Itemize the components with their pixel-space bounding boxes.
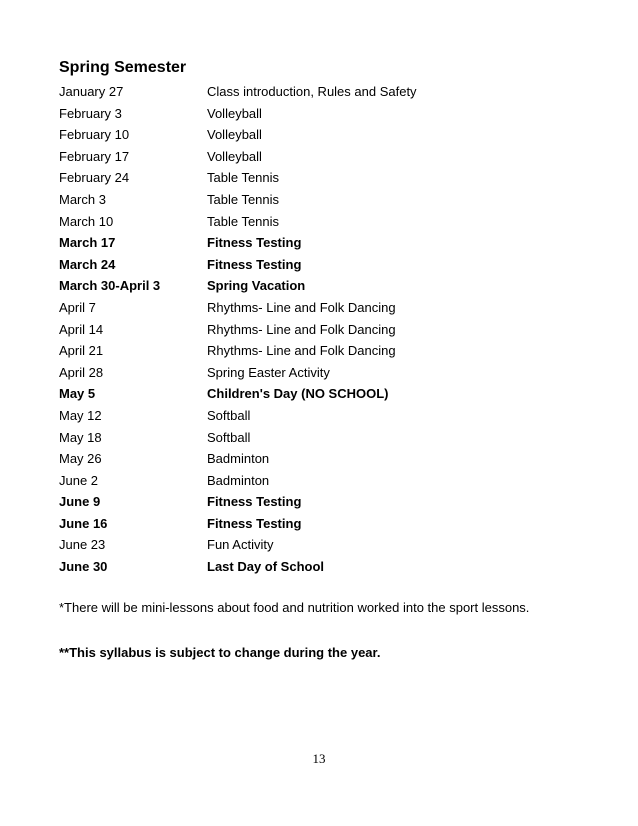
schedule-date: May 5 (59, 386, 96, 402)
schedule-row (59, 297, 599, 319)
schedule-date: February 24 (59, 170, 130, 186)
schedule-date: June 23 (59, 537, 106, 553)
schedule-activity: Table Tennis (207, 170, 280, 186)
schedule-date: February 10 (59, 127, 130, 143)
schedule-date: March 17 (59, 235, 116, 251)
schedule-row (59, 232, 599, 254)
schedule-row (59, 189, 599, 211)
schedule-activity: Spring Easter Activity (207, 364, 330, 380)
schedule-date: April 14 (59, 321, 104, 337)
schedule-activity: Children's Day (NO SCHOOL) (207, 386, 389, 402)
schedule-activity: Rhythms- Line and Folk Dancing (207, 299, 396, 315)
schedule-activity: Fitness Testing (207, 494, 302, 510)
schedule-date: March 24 (59, 256, 116, 272)
schedule-row (59, 405, 599, 427)
schedule-date: January 27 (59, 84, 124, 99)
schedule-activity: Volleyball (207, 127, 262, 143)
schedule-row (59, 146, 599, 168)
schedule-activity: Spring Vacation (207, 278, 306, 294)
schedule-date: March 30-April 3 (59, 278, 161, 294)
schedule-date: May 18 (59, 429, 102, 445)
schedule-date: June 9 (59, 494, 101, 510)
schedule-activity: Table Tennis (207, 213, 280, 229)
schedule-row (59, 362, 599, 384)
schedule-date: April 7 (59, 299, 96, 315)
schedule-activity: Volleyball (207, 105, 262, 121)
schedule-row (59, 513, 599, 535)
schedule-activity: Fitness Testing (207, 256, 302, 272)
schedule-activity: Softball (207, 407, 251, 423)
schedule-activity: Fitness Testing (207, 235, 302, 251)
schedule-table (59, 81, 599, 578)
schedule-activity: Rhythms- Line and Folk Dancing (207, 343, 396, 359)
schedule-row (59, 81, 599, 103)
schedule-activity: Fitness Testing (207, 515, 302, 531)
nutrition-note: *There will be mini-lessons about food and nutrition worked into the sport lessons. (59, 600, 530, 615)
schedule-row (59, 211, 599, 233)
disclaimer-note: **This syllabus is subject to change during the year. (59, 645, 381, 660)
schedule-date: February 3 (59, 105, 122, 121)
schedule-activity: Class introduction, Rules and Safety (207, 84, 417, 99)
schedule-activity: Badminton (207, 451, 270, 467)
schedule-row (59, 470, 599, 492)
schedule-activity: Rhythms- Line and Folk Dancing (207, 321, 396, 337)
schedule-row (59, 383, 599, 405)
schedule-activity: Last Day of School (207, 559, 325, 575)
schedule-row (59, 534, 599, 556)
schedule-row (59, 124, 599, 146)
schedule-row (59, 275, 599, 297)
schedule-row (59, 491, 599, 513)
schedule-row (59, 427, 599, 449)
schedule-row (59, 340, 599, 362)
schedule-date: March 10 (59, 213, 114, 229)
schedule-row (59, 556, 599, 578)
schedule-date: June 30 (59, 559, 108, 575)
schedule-activity: Badminton (207, 472, 270, 488)
schedule-date: April 21 (59, 343, 104, 359)
schedule-activity: Softball (207, 429, 251, 445)
schedule-date: February 17 (59, 148, 130, 164)
schedule-date: June 16 (59, 515, 108, 531)
schedule-date: April 28 (59, 364, 104, 380)
schedule-row (59, 103, 599, 125)
schedule-date: May 26 (59, 451, 102, 467)
section-heading: Spring Semester (59, 59, 187, 76)
schedule-date: March 3 (59, 191, 106, 207)
schedule-date: June 2 (59, 472, 99, 488)
schedule-activity: Table Tennis (207, 191, 280, 207)
schedule-row (59, 167, 599, 189)
schedule-row (59, 448, 599, 470)
schedule-activity: Fun Activity (207, 537, 274, 553)
schedule-date: May 12 (59, 407, 102, 423)
schedule-activity: Volleyball (207, 148, 262, 164)
page-number: 13 (312, 751, 326, 766)
schedule-row (59, 319, 599, 341)
schedule-row (59, 254, 599, 276)
